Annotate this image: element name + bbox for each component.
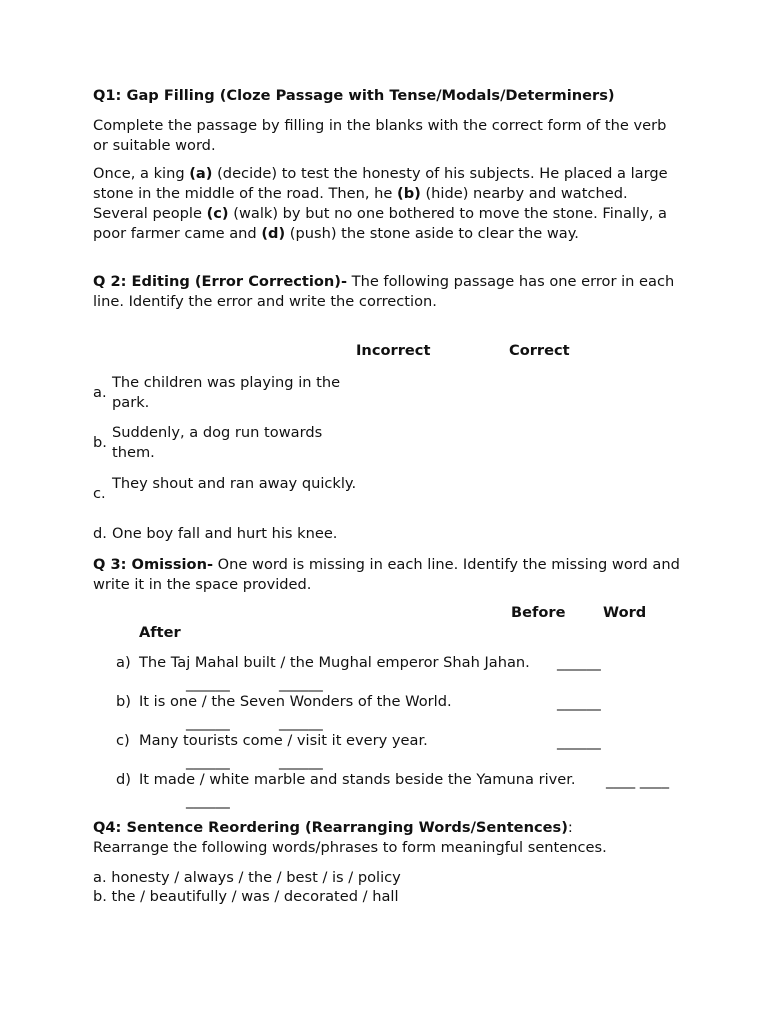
q3-col-after: After — [139, 624, 181, 641]
q3-item-a-blank-before: ______ — [557, 654, 601, 671]
q1-blank-c-label: (c) — [206, 205, 229, 222]
q3-title: Q 3: Omission- — [93, 556, 214, 573]
q3-item-c-blank-before: ______ — [557, 733, 601, 750]
q1-passage — [93, 164, 683, 244]
q1-passage-text-1: Once, a king — [93, 165, 190, 182]
q1-title: Q1: Gap Filling (Cloze Passage with Tense/Modals/Determiners) — [93, 87, 615, 104]
q3-item-b-blank-before: ______ — [557, 694, 601, 711]
q3-item-d-blank-after: ______ — [186, 792, 230, 809]
q3-item-b-blank-after: ______ — [279, 714, 323, 731]
q1-passage-text-3: (hide) nearby and watched. Several people — [93, 185, 628, 222]
q3-item-c-marker: c) — [116, 732, 130, 749]
q4-title: Q4: Sentence Reordering (Rearranging Words/Sentences) — [93, 819, 568, 836]
q3-item-a-text: The Taj Mahal built / the Mughal emperor Shah Jahan. — [139, 654, 530, 671]
q2-instruction: The following passage has one error in each line. Identify the error and write the correction. — [93, 273, 675, 310]
q2-item-c-marker: c. — [93, 485, 106, 502]
q1-passage-text-2: (decide) to test the honesty of his subjects. He placed a large stone in the middle of the road. Then, he — [93, 165, 668, 202]
q2-item-a-text: The children was playing in the park. — [112, 374, 341, 411]
q1-passage-text-4: (walk) by but no one bothered to move the stone. Finally, a poor farmer came and — [93, 205, 667, 242]
q2-item-b-text: Suddenly, a dog run towards them. — [112, 424, 323, 461]
q3-item-b-marker: b) — [116, 693, 131, 710]
q3-item-b-text: It is one / the Seven Wonders of the World. — [139, 693, 452, 710]
q1-blank-b-label: (b) — [397, 185, 421, 202]
q4-colon: : — [567, 819, 573, 836]
q3-item-d-marker: d) — [116, 771, 131, 788]
q2-item-a-marker: a. — [93, 384, 107, 401]
q3-item-a-blank-after: ______ — [279, 675, 323, 692]
q2-col-correct: Correct — [509, 342, 570, 359]
q3-item-c-blank-after: ______ — [279, 753, 323, 770]
q2-item-c-text: They shout and ran away quickly. — [112, 475, 357, 492]
q3-heading — [93, 555, 683, 595]
q4-instruction: Rearrange the following words/phrases to form meaningful sentences. — [93, 839, 607, 856]
q3-item-a-blank-word: ______ — [186, 675, 230, 692]
q3-col-before: Before — [511, 604, 566, 621]
q3-item-d-blank-inline: ____ ____ — [606, 772, 670, 789]
q3-item-b-blank-word: ______ — [186, 714, 230, 731]
q2-item-b-marker: b. — [93, 434, 107, 451]
q2-heading — [93, 272, 683, 312]
q2-item-d-marker: d. — [93, 525, 107, 542]
q1-blank-d-label: (d) — [261, 225, 286, 242]
q4-item-b: b. the / beautifully / was / decorated / hall — [93, 888, 399, 905]
q2-title: Q 2: Editing (Error Correction)- — [93, 273, 348, 290]
q1-blank-a-label: (a) — [189, 165, 213, 182]
q3-item-a-marker: a) — [116, 654, 131, 671]
q4-item-a: a. honesty / always / the / best / is / policy — [93, 869, 401, 886]
q2-item-d-text: One boy fall and hurt his knee. — [112, 525, 338, 542]
q1-instruction: Complete the passage by filling in the blanks with the correct form of the verb or suitable word. — [93, 117, 667, 154]
q4-heading — [93, 818, 573, 838]
q3-item-c-blank-word: ______ — [186, 753, 230, 770]
q2-col-incorrect: Incorrect — [356, 342, 431, 359]
q3-col-word: Word — [603, 604, 647, 621]
q3-item-d-text: It made / white marble and stands beside the Yamuna river. — [139, 771, 576, 788]
q3-item-c-text: Many tourists come / visit it every year. — [139, 732, 428, 749]
q3-instruction: One word is missing in each line. Identify the missing word and write it in the space provided. — [93, 556, 680, 593]
q1-passage-text-5: (push) the stone aside to clear the way. — [285, 225, 579, 242]
